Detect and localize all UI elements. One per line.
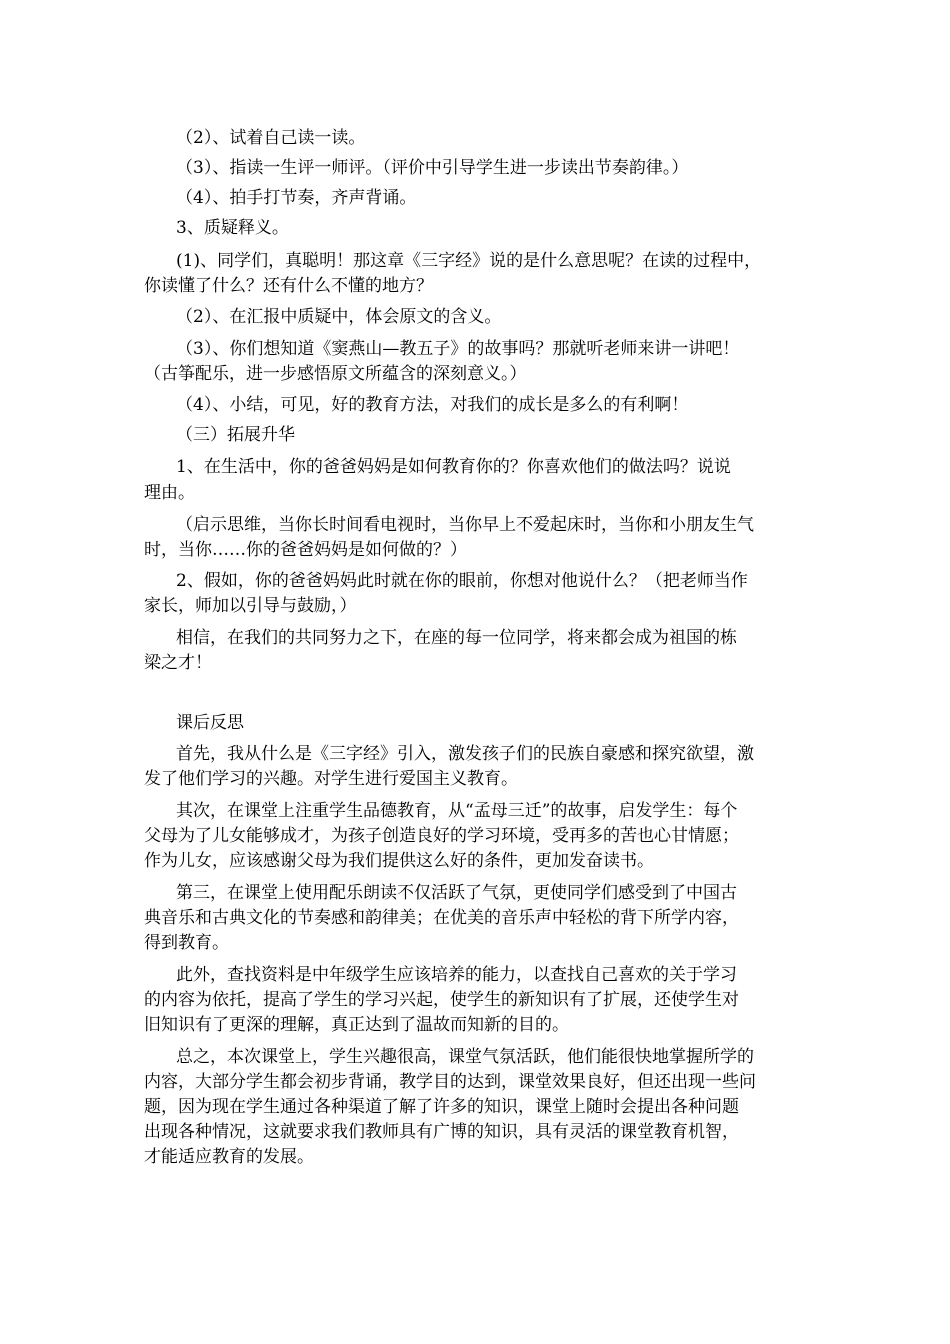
paragraph-line: 发了他们学习的兴趣。对学生进行爱国主义教育。 [144, 769, 518, 789]
paragraph-line: （古筝配乐，进一步感悟原文所蕴含的深刻意义。） [144, 364, 527, 384]
paragraph-line: (1)、同学们，真聪明！那这章《三字经》说的是什么意思呢？在读的过程中， [176, 251, 762, 271]
paragraph-line: 1、在生活中，你的爸爸妈妈是如何教育你的？你喜欢他们的做法吗？说说 [176, 457, 731, 477]
paragraph-line: 总之，本次课堂上，学生兴趣很高，课堂气氛活跃，他们能很快地掌握所学的 [176, 1047, 754, 1067]
paragraph-line: 梁之才！ [144, 653, 212, 673]
paragraph-line: 才能适应教育的发展。 [144, 1147, 314, 1167]
paragraph-line: 时，当你……你的爸爸妈妈是如何做的？） [144, 540, 467, 560]
paragraph-line: 典音乐和古典文化的节奏感和韵律美；在优美的音乐声中轻松的背下所学内容， [144, 908, 739, 928]
paragraph-line: 此外，查找资料是中年级学生应该培养的能力，以查找自己喜欢的关于学习 [176, 965, 737, 985]
section-heading: 3、质疑释义。 [176, 218, 289, 238]
paragraph-line: 作为儿女，应该感谢父母为我们提供这么好的条件，更加发奋读书。 [144, 851, 654, 871]
paragraph-line: 内容，大部分学生都会初步背诵，教学目的达到，课堂效果良好，但还出现一些问 [144, 1072, 756, 1092]
paragraph-line: 出现各种情况，这就要求我们教师具有广博的知识，具有灵活的课堂教育机智， [144, 1122, 739, 1142]
paragraph-line: （4）、拍手打节奏，齐声背诵。 [176, 188, 417, 208]
paragraph-line: （3）、你们想知道《窦燕山—教五子》的故事吗？那就听老师来讲一讲吧！ [176, 339, 740, 359]
paragraph-line: 父母为了儿女能够成才，为孩子创造良好的学习环境，受再多的苦也心甘情愿； [144, 826, 739, 846]
paragraph-line: 第三，在课堂上使用配乐朗读不仅活跃了气氛，更使同学们感受到了中国古 [176, 883, 737, 903]
paragraph-line: （2）、试着自己读一读。 [176, 128, 366, 148]
paragraph-line: 首先，我从什么是《三字经》引入，激发孩子们的民族自豪感和探究欲望，激 [176, 744, 754, 764]
paragraph-line: 的内容为依托，提高了学生的学习兴起，使学生的新知识有了扩展，还使学生对 [144, 990, 739, 1010]
paragraph-line: 你读懂了什么？还有什么不懂的地方？ [144, 276, 433, 296]
section-heading: （三）拓展升华 [176, 425, 295, 445]
paragraph-line: 家长，师加以引导与鼓励，） [144, 596, 357, 616]
paragraph-line: 旧知识有了更深的理解，真正达到了温故而知新的目的。 [144, 1015, 569, 1035]
paragraph-line: （2）、在汇报中质疑中，体会原文的含义。 [176, 307, 502, 327]
paragraph-line: （4）、小结，可见，好的教育方法，对我们的成长是多么的有利啊！ [176, 395, 689, 415]
paragraph-line: 得到教育。 [144, 933, 229, 953]
paragraph-line: 其次，在课堂上注重学生品德教育，从“孟母三迁”的故事，启发学生：每个 [176, 801, 738, 821]
paragraph-line: （启示思维，当你长时间看电视时，当你早上不爱起床时，当你和小朋友生气 [176, 515, 754, 535]
paragraph-line: 理由。 [144, 483, 195, 503]
paragraph-line: （3）、指读一生评一师评。（评价中引导学生进一步读出节奏韵律。） [176, 158, 689, 178]
paragraph-line: 2、假如，你的爸爸妈妈此时就在你的眼前，你想对他说什么？（把老师当作 [176, 571, 748, 591]
paragraph-line: 相信，在我们的共同努力之下，在座的每一位同学，将来都会成为祖国的栋 [176, 628, 737, 648]
reflection-heading: 课后反思 [176, 713, 244, 733]
paragraph-line: 题，因为现在学生通过各种渠道了解了许多的知识，课堂上随时会提出各种问题 [144, 1097, 739, 1117]
